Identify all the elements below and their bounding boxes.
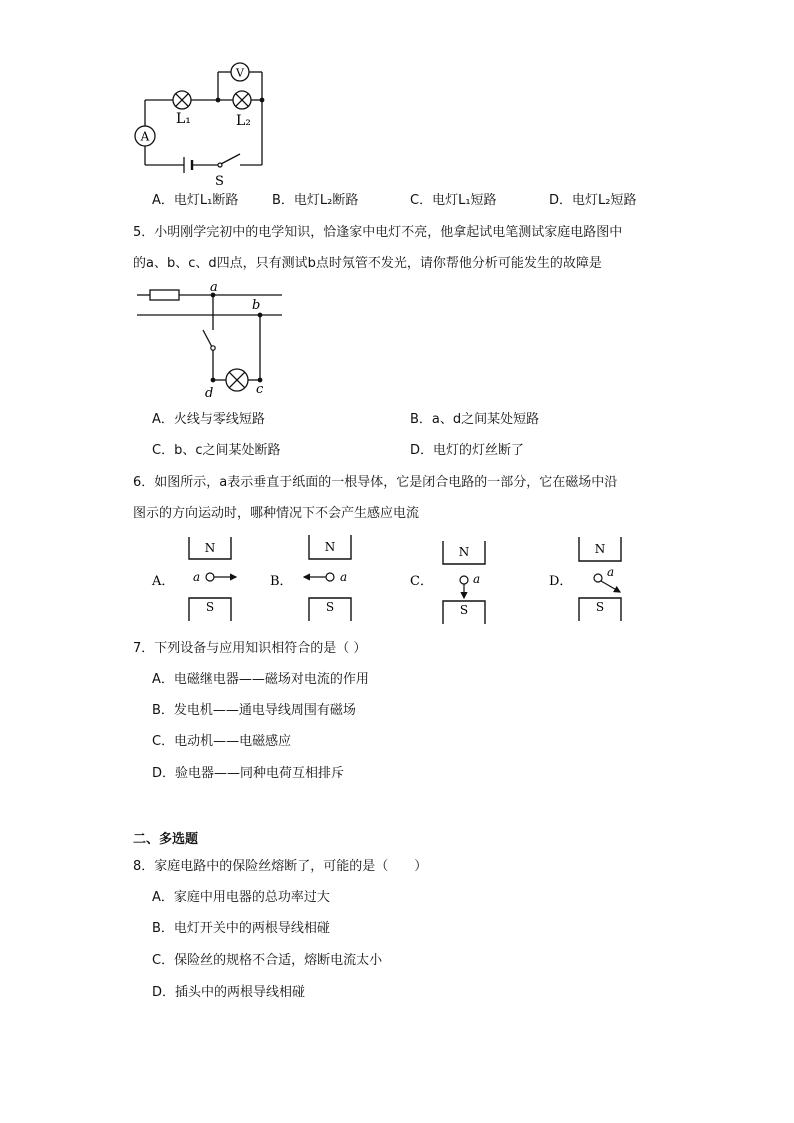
q6-c-label-a: a: [473, 572, 481, 586]
svg-text:S: S: [325, 600, 335, 614]
q6-label-b: B．: [270, 574, 293, 589]
q6-a-north-pole: [189, 537, 231, 559]
point-label-d: d: [205, 386, 214, 401]
q7-stem: 7．下列设备与应用知识相符合的是（ ）: [133, 641, 367, 656]
q6-b-label-a: a: [340, 570, 348, 584]
q8-option-d[interactable]: D．插头中的两根导线相碰: [152, 985, 306, 1000]
svg-text:N: N: [204, 541, 216, 555]
q5-stem-line1: 5．小明刚学完初中的电学知识，恰逢家中电灯不亮，他拿起试电笔测试家庭电路图中: [133, 225, 623, 240]
q5-stem-line2: 的a、b、c、d四点，只有测试b点时氖管不发光，请你帮他分析可能发生的故障是: [133, 256, 602, 271]
svg-text:N: N: [458, 545, 470, 559]
q7-option-c[interactable]: C．电动机——电磁感应: [152, 734, 292, 749]
q5-option-c[interactable]: C．b、c之间某处断路: [152, 443, 281, 458]
q5-option-a[interactable]: A．火线与零线短路: [152, 412, 265, 427]
q7-option-d[interactable]: D．验电器——同种电荷互相排斥: [152, 766, 345, 781]
point-label-c: c: [256, 382, 264, 397]
svg-text:V: V: [236, 66, 244, 80]
q5-option-d[interactable]: D．电灯的灯丝断了: [410, 443, 525, 458]
q8-stem: 8．家庭电路中的保险丝熔断了，可能的是（ ）: [133, 859, 428, 874]
label-switch: S: [215, 174, 224, 189]
q6-b-north-pole: [309, 535, 351, 559]
svg-text:S: S: [205, 600, 215, 614]
q8-option-c[interactable]: C．保险丝的规格不合适，熔断电流太小: [152, 953, 383, 968]
svg-text:S: S: [595, 600, 605, 614]
q4-option-c[interactable]: C．电灯L₁短路: [410, 193, 497, 208]
svg-text:N: N: [594, 542, 606, 556]
q6-a-conductor: [206, 573, 214, 581]
q6-c-north-pole: [443, 541, 485, 564]
q6-d-south-pole: [579, 598, 621, 621]
q6-a-label-a: a: [193, 570, 201, 584]
q7-option-b[interactable]: B．发电机——通电导线周围有磁场: [152, 703, 356, 718]
q6-label-d: D．: [549, 574, 573, 589]
q6-b-conductor: [326, 573, 334, 581]
q4-option-a[interactable]: A．电灯L₁断路: [152, 193, 239, 208]
q4-option-d[interactable]: D．电灯L₂短路: [549, 193, 637, 208]
q4-option-b[interactable]: B．电灯L₂断路: [272, 193, 359, 208]
q6-label-c: C．: [410, 574, 433, 589]
svg-text:S: S: [459, 603, 469, 617]
section-title-multiple-choice: 二、多选题: [133, 832, 199, 847]
label-l2: L₂: [236, 113, 251, 129]
point-label-b: b: [252, 298, 261, 313]
q5-option-b[interactable]: B．a、d之间某处短路: [410, 412, 540, 427]
point-label-a: a: [210, 280, 218, 295]
q6-d-label-a: a: [607, 565, 615, 579]
q6-d-conductor: [594, 574, 602, 582]
q7-option-a[interactable]: A．电磁继电器——磁场对电流的作用: [152, 672, 369, 687]
q6-stem-line2: 图示的方向运动时，哪种情况下不会产生感应电流: [133, 506, 420, 521]
q6-a-south-pole: [189, 598, 231, 621]
q6-d-north-pole: [579, 537, 621, 561]
q8-option-a[interactable]: A．家庭中用电器的总功率过大: [152, 890, 330, 905]
q6-b-south-pole: [309, 598, 351, 621]
q6-c-conductor: [460, 576, 468, 584]
q6-stem-line1: 6．如图所示，a表示垂直于纸面的一根导体，它是闭合电路的一部分，它在磁场中沿: [133, 475, 618, 490]
svg-text:N: N: [324, 540, 336, 554]
svg-text:A: A: [140, 129, 150, 144]
label-l1: L₁: [176, 111, 191, 127]
q6-label-a: A．: [152, 574, 175, 589]
q8-option-b[interactable]: B．电灯开关中的两根导线相碰: [152, 921, 330, 936]
q6-d-motion-arrow: [601, 581, 620, 592]
q6-c-south-pole: [443, 601, 485, 624]
